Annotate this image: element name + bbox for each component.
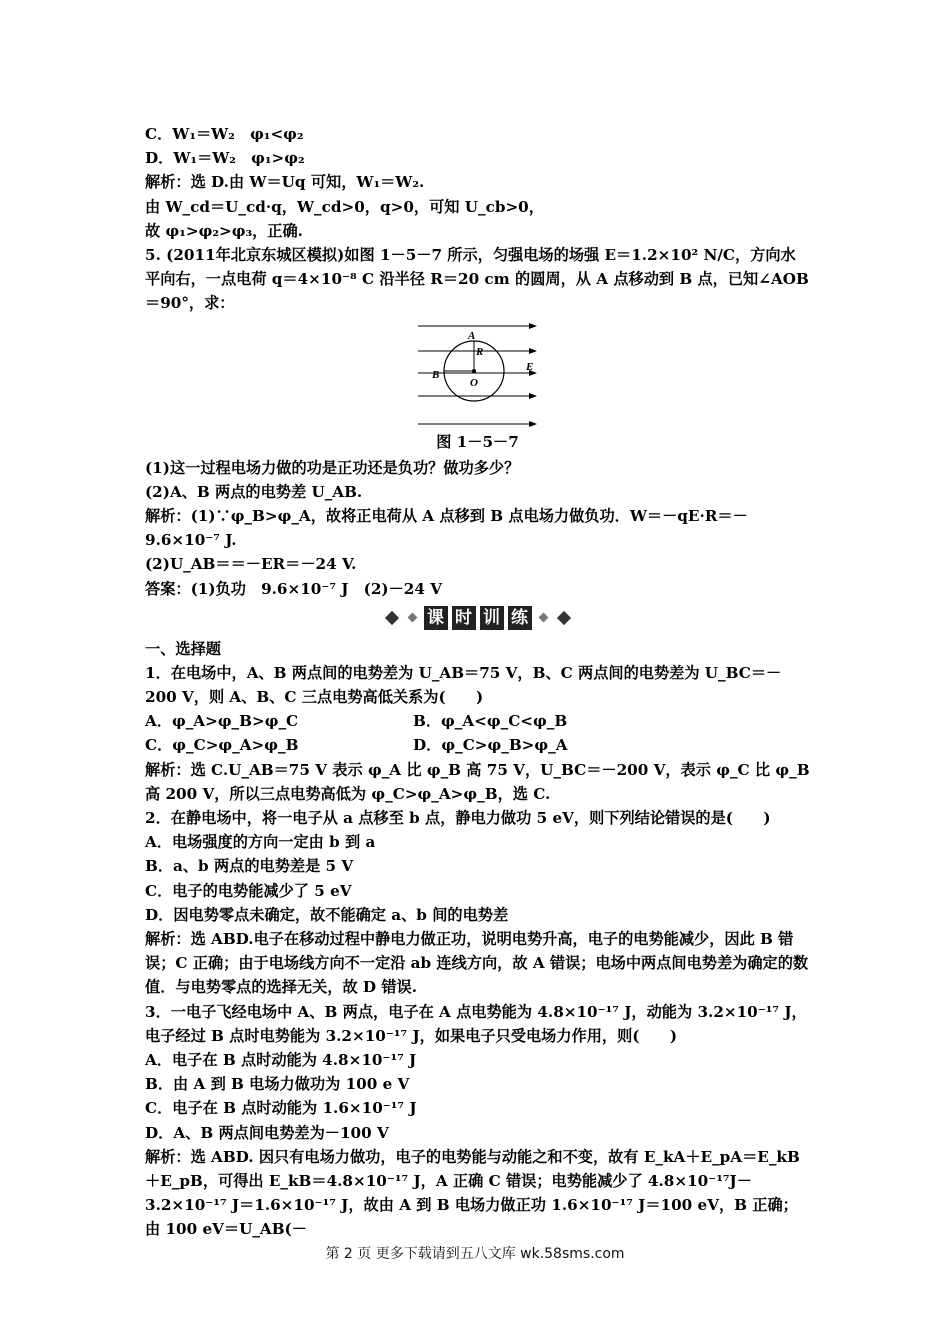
option-b: B．φ_A<φ_C<φ_B <box>413 712 568 731</box>
section-banner <box>145 603 810 633</box>
document-body <box>145 122 810 1242</box>
label-r: R <box>475 345 483 358</box>
analysis-line: 解析：选 D.由 W＝Uq 可知，W₁＝W₂. <box>145 173 425 192</box>
option-row <box>145 709 810 733</box>
diamond-icon <box>384 611 398 625</box>
option-a: A．电场强度的方向一定由 b 到 a <box>145 833 376 852</box>
figure-caption: 图 1－5－7 <box>436 432 519 451</box>
label-b: B <box>431 368 439 381</box>
banner-char: 时 <box>452 606 476 630</box>
option-d: D．A、B 两点间电势差为－100 V <box>145 1123 389 1142</box>
sub-question: (1)这一过程电场力做的功是正功还是负功？做功多少？ <box>145 458 520 477</box>
figure-1-5-7 <box>145 320 810 454</box>
analysis-block: 解析：选 C.U_AB＝75 V 表示 φ_A 比 φ_B 高 75 V，U_BC＝－200 V，表示 φ_C 比 φ_B 高 200 V，所以三点电势高低为 φ_C>φ_A>φ_B，选 C. <box>145 760 810 803</box>
analysis-block: 解析：选 ABD. 因只有电场力做功，电子的电势能与动能之和不变，故有 E_kA＋E_pA＝E_kB＋E_pB，可得出 E_kB＝4.8×10⁻¹⁷ J，A 正确 C 错误；电势能减少了 4.8×10⁻¹⁷J－3.2×10⁻¹⁷ J＝1.6×10⁻¹⁷ J，故由 A 到 B 电场力做正功 1.6×10⁻¹⁷ J＝100 eV，B 正确；由 100 eV＝U_AB(－ <box>145 1147 800 1239</box>
banner-char: 课 <box>424 606 448 630</box>
center-point <box>472 369 476 373</box>
banner-char: 练 <box>508 606 532 630</box>
diamond-icon <box>538 613 548 623</box>
question-5-stem: 5. (2011年北京东城区模拟)如图 1－5－7 所示，匀强电场的场强 E＝1.2×10² N/C，方向水平向右，一点电荷 q＝4×10⁻⁸ C 沿半径 R＝20 cm 的圆周，从 A 点移动到 B 点，已知∠AOB＝90°，求： <box>145 245 809 313</box>
sub-question: (2)A、B 两点的电势差 U_AB. <box>145 482 363 501</box>
diamond-icon <box>407 613 417 623</box>
electric-field-diagram <box>416 320 540 430</box>
label-e: E <box>525 360 533 373</box>
option-b: B．a、b 两点的电势差是 5 V <box>145 857 354 876</box>
option-a: A．φ_A>φ_B>φ_C <box>145 712 299 731</box>
analysis-block: 解析：选 ABD.电子在移动过程中静电力做正功，说明电势升高，电子的电势能减少，因此 B 错误；C 正确；由于电场线方向不一定沿 ab 连线方向，故 A 错误；电场中两点间电势差为确定的数值．与电势零点的选择无关，故 D 错误. <box>145 930 809 997</box>
question-3-stem: 3．一电子飞经电场中 A、B 两点，电子在 A 点电势能为 4.8×10⁻¹⁷ J，动能为 3.2×10⁻¹⁷ J，电子经过 B 点时电势能为 3.2×10⁻¹⁷ J，如果电子只受电场力作用，则( ) <box>145 1002 807 1045</box>
option-line: D．W₁＝W₂ φ₁>φ₂ <box>145 149 305 168</box>
option-row <box>145 733 810 757</box>
option-d: D．因电势零点未确定，故不能确定 a、b 间的电势差 <box>145 905 509 924</box>
analysis-block: 解析：(1)∵φ_B>φ_A，故将正电荷从 A 点移到 B 点电场力做负功．W＝－qE·R＝－9.6×10⁻⁷ J. <box>145 506 748 550</box>
option-line: C．W₁＝W₂ φ₁<φ₂ <box>145 125 304 143</box>
analysis-line: 故 φ₁>φ₂>φ₃，正确. <box>145 221 303 240</box>
analysis-line: (2)U_AB＝＝－ER＝－24 V. <box>145 555 357 574</box>
page-footer: 第 2 页 更多下载请到五八文库 wk.58sms.com <box>325 1246 625 1262</box>
diamond-icon <box>556 611 570 625</box>
question-1-stem: 1．在电场中，A、B 两点间的电势差为 U_AB＝75 V，B、C 两点间的电势差为 U_BC＝－200 V，则 A、B、C 三点电势高低关系为( ) <box>145 663 782 707</box>
label-a: A <box>467 329 475 342</box>
section-title: 一、选择题 <box>145 639 221 658</box>
answer-line: 答案：(1)负功 9.6×10⁻⁷ J (2)－24 V <box>145 579 443 598</box>
label-o: O <box>469 376 478 389</box>
option-c: C．φ_C>φ_A>φ_B <box>145 736 299 755</box>
analysis-line: 由 W_cd＝U_cd·q，W_cd>0，q>0，可知 U_cb>0， <box>145 197 544 216</box>
option-c: C．电子在 B 点时动能为 1.6×10⁻¹⁷ J <box>145 1099 417 1118</box>
option-d: D．φ_C>φ_B>φ_A <box>413 736 568 755</box>
question-2-stem: 2．在静电场中，将一电子从 a 点移至 b 点，静电力做功 5 eV，则下列结论错误的是( ) <box>145 809 771 828</box>
option-a: A．电子在 B 点时动能为 4.8×10⁻¹⁷ J <box>145 1051 417 1070</box>
banner-char: 训 <box>480 606 504 630</box>
option-b: B．由 A 到 B 电场力做功为 100 e V <box>145 1075 410 1094</box>
option-c: C．电子的电势能减少了 5 eV <box>145 881 352 900</box>
